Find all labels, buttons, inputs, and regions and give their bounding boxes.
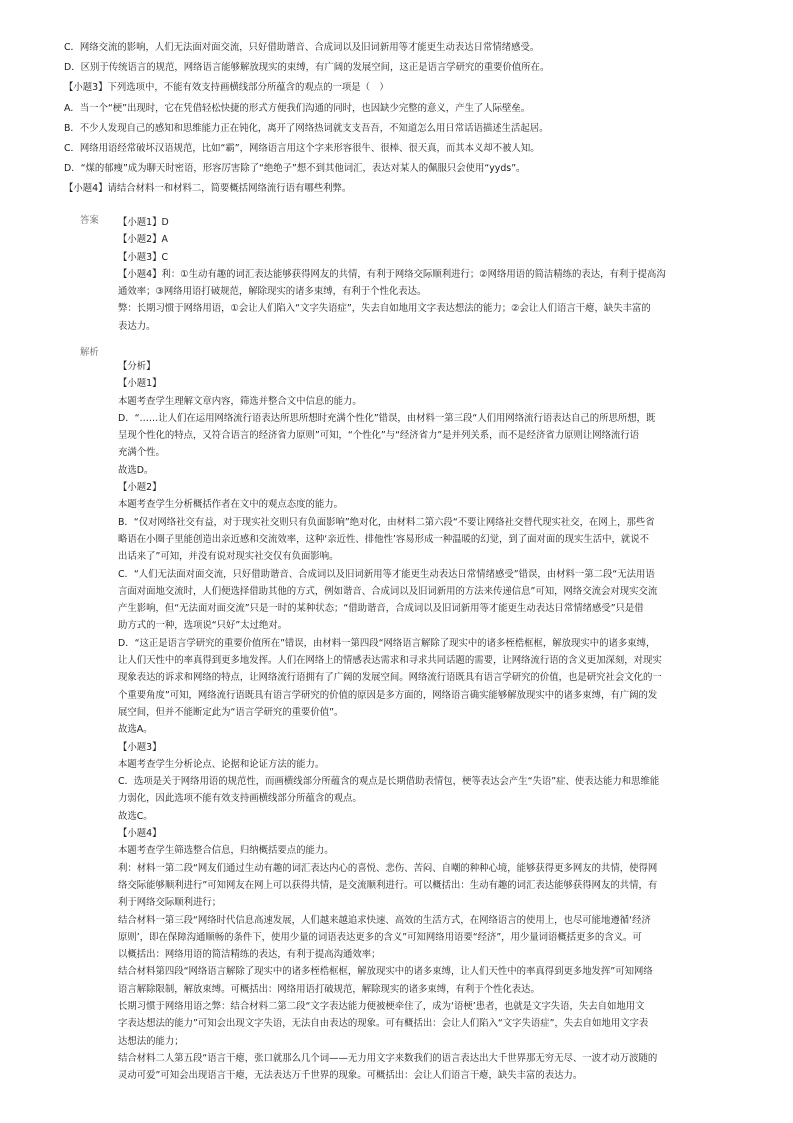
analysis-line: 结合材料第四段“网络语言解除了现实中的诸多桎梏框框，解放现实中的诸多束缚，让人们天性中的率真得到更多地发挥”可知网络: [118, 966, 653, 978]
option-a-q3: A．当一个“梗”出现时，它在凭借轻松快捷的形式方便我们沟通的同时，也因缺少完整的意义，产生了人际壁垒。: [64, 102, 531, 114]
question-section: [64, 38, 724, 200]
option-b-q3: B．不少人发现自己的感知和思维能力正在钝化，离开了网络热词就支支吾吾，不知道怎么用日常话语描述生活起居。: [64, 122, 549, 134]
analysis-line: 本题考查学生理解文章内容，筛选并整合文中信息的能力。: [118, 395, 362, 407]
analysis-line: 言面对面地交流时，人们便选择借助其他的方式，例如谐音、合成词以及旧词新用的方法来传递信息”可知，网络交流会对现实交流: [118, 585, 658, 597]
analysis-section: [118, 358, 718, 1084]
analysis-line: 助方式的一种，选项说“只好”太过绝对。: [118, 620, 288, 632]
answer-line: 通效率；③网络用语打破规范，解除现实的诸多束缚，有利于个性化表达。: [118, 286, 427, 298]
analysis-line: 长期习惯于网络用语之弊：结合材料二第二段“文字表达能力便被梗牵住了，成为‘语梗’患者，也就是文字失语，失去自如地用文: [118, 1000, 645, 1012]
answer-line: 弊：长期习惯于网络用语，①会让人们陷入“文字失语症”，失去自如地用文字表达想法的能力；②会让人们语言干瘪，缺失丰富的: [118, 303, 651, 315]
analysis-line: 利于网络交际顺利进行；: [118, 897, 222, 909]
analysis-line: B．“仅对网络社交有益，对于现实社交则只有负面影响”绝对化，由材料二第六段“不要让网络社交替代现实社交，在网上，那些省: [118, 516, 655, 528]
answer-label: 答案: [80, 215, 99, 226]
answer-section: [118, 214, 718, 335]
analysis-line: 灵动可爱”可知会出现语言干瘪，无法表达万千世界的现象。可概括出：会让人们语言干瘪，缺失丰富的表达力。: [118, 1070, 583, 1082]
analysis-line: 络交际能够顺利进行”可知网友在网上可以获得共情，是交流顺利进行。可以概括出：生动有趣的词汇表达能够获得网友的共情，有: [118, 879, 658, 891]
analysis-line: 本题考查学生分析论点、论据和论证方法的能力。: [118, 758, 325, 770]
answer-line: 表达力。: [118, 320, 156, 332]
analysis-line: 【小题1】: [118, 378, 162, 390]
answer-line: 【小题2】A: [118, 234, 168, 246]
option-d-q2: D．区别于传统语言的规范，网络语言能够解放现实的束缚，有广阔的发展空间，这正是语言学研究的重要价值所在。: [64, 62, 550, 74]
analysis-line: 产生影响，但“无法面对面交流”只是一时的某种状态；“借助谐音，合成词以及旧词新用等才能更生动表达日常情绪感受”只是借: [118, 603, 644, 615]
analysis-line: 个重要角度”可知，网络流行语既具有语言学研究的价值的原因是多方面的，网络语言确实能够解放现实中的诸多束缚，有广阔的发: [118, 689, 658, 701]
analysis-line: 字表达想法的能力”可知会出现文字失语，无法自由表达的现象。可有概括出：会让人们陷入“文字失语症”，失去自如地用文字表: [118, 1018, 649, 1030]
analysis-line: 结合材料一第三段“网络时代信息高速发展，人们越来越追求快速、高效的生活方式，在网络语言的使用上，也尽可能地遵循‘经济: [118, 914, 651, 926]
analysis-line: 略语在小圈子里能创造出亲近感和交流效率，这种‘亲近性、排他性’容易形成一种温暖的幻觉，到了面对面的现实生活中，就说不: [118, 533, 649, 545]
answer-line: 【小题1】D: [118, 217, 169, 228]
analysis-label: 解析: [80, 347, 99, 358]
analysis-line: 本题考查学生分析概括作者在文中的观点态度的能力。: [118, 499, 344, 511]
analysis-line: C．选项是关于网络用语的规范性，而画横线部分所蕴含的观点是长期借助表情包，梗等表达会产生“失语”症、使表达能力和思维能: [118, 776, 660, 788]
answer-line: 【小题4】利：①生动有趣的词汇表达能够获得网友的共情，有利于网络交际顺利进行；②网络用语的简洁精练的表达，有利于提高沟: [118, 268, 666, 280]
analysis-line: 结合材料二人第五段“语言干瘪，张口就那么几个词——无力用文字来数我们的语言表达出大千世界那无穷无尽、一波才动万波随的: [118, 1052, 658, 1064]
option-c-q3: C．网络用语经常破坏汉语规范，比如“霸”，网络语言用这个字来形容很牛、很棒、很天真，而其本义却不被人知。: [64, 142, 540, 154]
analysis-line: 原则’，即在保障沟通顺畅的条件下，使用少量的词语表达更多的含义”可知网络用语要“经济”，用少量词语概括更多的含义。可: [118, 931, 642, 943]
question-4-stem: 【小题4】请结合材料一和材料二，简要概括网络流行语有哪些利弊。: [64, 183, 352, 195]
analysis-line: 达想法的能力；: [118, 1035, 184, 1047]
question-3-stem: 【小题3】下列选项中，不能有效支持画横线部分所蕴含的观点的一项是（ ）: [64, 82, 389, 94]
analysis-line: 以概括出：网络用语的简洁精练的表达，有利于提高沟通效率；: [118, 949, 381, 961]
analysis-line: C．“人们无法面对面交流，只好借助谐音、合成词以及旧词新用等才能更生动表达日常情绪感受”错误，由材料一第二段“无法用语: [118, 568, 655, 580]
analysis-line: 出话来了”可知，并没有说对现实社交仅有负面影响。: [118, 551, 339, 563]
analysis-line: 让人们天性中的率真得到更多地发挥。人们在网络上的情感表达需求和寻求共同话题的需要，让网络流行语的含义更加深刻，对现实: [118, 655, 662, 667]
option-c-q2: C．网络交流的影响，人们无法面对面交流，只好借助谐音、合成词以及旧词新用等才能更生动表达日常情绪感受。: [64, 42, 540, 53]
analysis-line: 现象表达的诉求和网络的特点，让网络流行语拥有了广阔的发展空间。网络流行语既具有语言学研究的价值，也是研究社会文化的一: [118, 672, 662, 684]
analysis-line: 故选A。: [118, 724, 153, 736]
analysis-line: 语言解除限制，解放束缚。可概括出：网络用语打破规范，解除现实的诸多束缚，有利于个性化表达。: [118, 983, 540, 995]
analysis-line: 呈现个性化的特点，又符合语言的经济省力原则”可知，“个性化”与“经济省力”是并列关系，而不是经济省力原则让网络流行语: [118, 430, 640, 442]
analysis-line: 力弱化，因此选项不能有效支持画横线部分所蕴含的观点。: [118, 793, 362, 805]
analysis-line: 【小题2】: [118, 482, 162, 494]
option-d-q3: D．“煤的郁瘦”成为聊天时密语，形容厉害除了“绝绝子”想不到其他词汇，表达对某人的佩服只会使用“yyds”。: [64, 163, 526, 175]
analysis-line: 本题考查学生筛选整合信息，归纳概括要点的能力。: [118, 845, 334, 857]
answer-line: 【小题3】C: [118, 251, 169, 263]
analysis-line: 【小题3】: [118, 741, 162, 753]
analysis-line: D．“……让人们在运用网络流行语表达所思所想时充满个性化”错误，由材料一第三段“人们用网络流行语表达自己的所思所想，既: [118, 412, 656, 424]
analysis-line: 充满个性。: [118, 447, 165, 459]
analysis-line: D．“这正是语言学研究的重要价值所在”错误，由材料一第四段“网络语言解除了现实中的诸多桎梏框框，解放现实中的诸多束缚，: [118, 637, 656, 649]
analysis-line: 利：材料一第二段“网友们通过生动有趣的词汇表达内心的喜悦、悲伤、苦闷、自嘲的种种心境，能够获得更多网友的共情，使得网: [118, 862, 658, 874]
analysis-line: 故选D。: [118, 464, 154, 476]
analysis-line: 【分析】: [118, 361, 156, 372]
analysis-line: 【小题4】: [118, 828, 162, 840]
analysis-line: 故选C。: [118, 810, 153, 822]
analysis-line: 展空间，但并不能断定此为“语言学研究的重要价值”。: [118, 706, 344, 718]
